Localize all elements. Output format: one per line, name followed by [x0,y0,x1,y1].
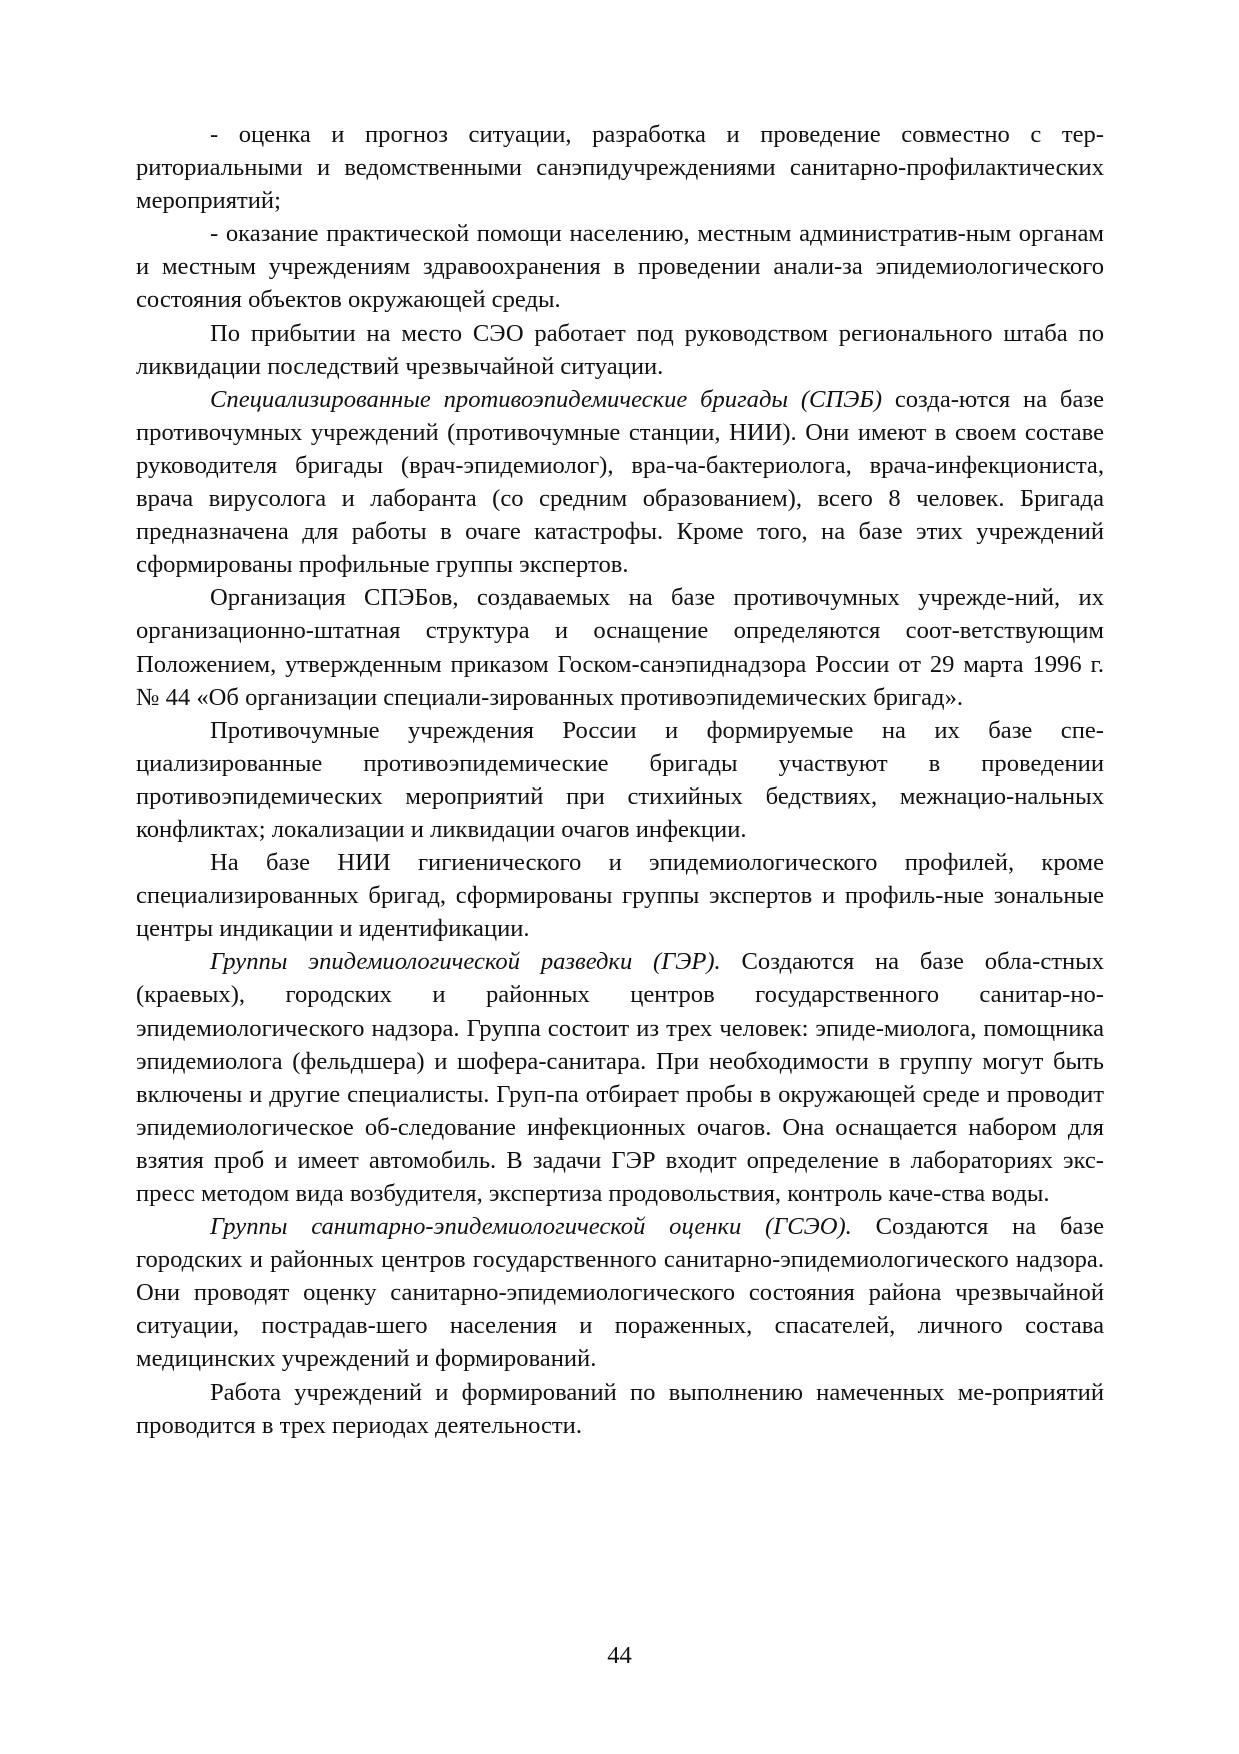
paragraph-periods [136,1376,1104,1442]
paragraph-lead-italic: Группы санитарно-эпидемиологической оценки (ГСЭО). [210,1213,852,1241]
paragraph-ger [136,945,1104,1210]
document-body [136,118,1104,1442]
paragraph-text: Организация СПЭБов, создаваемых на базе противочумных учрежде-ний, их организационно-штатная структура и оснащение определяются соот-ветствующим Положением, утвержденным приказом Госком-санэпиднадзора России от 29 марта 1996 г. № 44 «Об организации специали-зированных противоэпидемических бригад». [136,584,1104,711]
paragraph-speb [136,383,1104,582]
paragraph-assessment [136,118,1104,217]
paragraph-antiplague [136,714,1104,846]
paragraph-lead-italic: Группы эпидемиологической разведки (ГЭР). [210,948,721,976]
paragraph-assistance [136,217,1104,316]
paragraph-text: созда-ются на базе противочумных учреждений (противочумные станции, НИИ). Они имеют в своем составе руководителя бригады (врач-эпидемиолог), вра-ча-бактериолога, врача-инфекциониста, врача вирусолога и лаборанта (со средним образованием), всего 8 человек. Бригада предназначена для работы в очаге катастрофы. Кроме того, на базе этих учреждений сформированы профильные группы экспертов. [136,385,1104,579]
paragraph-text: Создаются на базе городских и районных центров государственного санитарно-эпидемиологического надзора. Они проводят оценку санитарно-эпидемиологического состояния района чрезвычайной ситуации, пострадав-шего населения и пораженных, спасателей, личного состава медицинских учреждений и формирований. [136,1213,1104,1373]
paragraph-text: По прибытии на место СЭО работает под руководством регионального штаба по ликвидации последствий чрезвычайной ситуации. [136,319,1104,380]
paragraph-gseo [136,1210,1104,1375]
paragraph-research-institutes [136,846,1104,945]
paragraph-text: На базе НИИ гигиенического и эпидемиологического профилей, кроме специализированных бригад, сформированы группы экспертов и профиль-ные зональные центры индикации и идентификации. [136,849,1104,943]
paragraph-text: - оказание практической помощи населению, местным административ-ным органам и местным учреждениям здравоохранения в проведении анали-за эпидемиологического состояния объектов окружающей среды. [136,220,1104,314]
paragraph-speb-organization [136,581,1104,713]
paragraph-arrival [136,317,1104,383]
paragraph-text: Противочумные учреждения России и формируемые на их базе спе-циализированные противоэпидемические бригады участвуют в проведении противоэпидемических мероприятий при стихийных бедствиях, межнацио-нальных конфликтах; локализации и ликвидации очагов инфекции. [136,716,1104,843]
paragraph-lead-italic: Специализированные противоэпидемические бригады (СПЭБ) [210,385,883,413]
paragraph-text: Создаются на базе обла-стных (краевых), городских и районных центров государственного санитар-но-эпидемиологического надзора. Группа состоит из трех человек: эпиде-миолога, помощника эпидемиолога (фельдшера) и шофера-санитара. При необходимости в группу могут быть включены и другие специалисты. Груп-па отбирает пробы в окружающей среде и проводит эпидемиологическое об-следование инфекционных очагов. Она оснащается набором для взятия проб и имеет автомобиль. В задачи ГЭР входит определение в лабораториях экс-пресс методом вида возбудителя, экспертиза продовольствия, контроль каче-ства воды. [136,948,1104,1207]
paragraph-text: Работа учреждений и формирований по выполнению намеченных ме-роприятий проводится в трех периодах деятельности. [136,1378,1104,1439]
page-number: 44 [607,1642,632,1669]
paragraph-text: - оценка и прогноз ситуации, разработка и проведение совместно с тер-риториальными и ведомственными санэпидучреждениями санитарно-профилактических мероприятий; [136,121,1104,215]
